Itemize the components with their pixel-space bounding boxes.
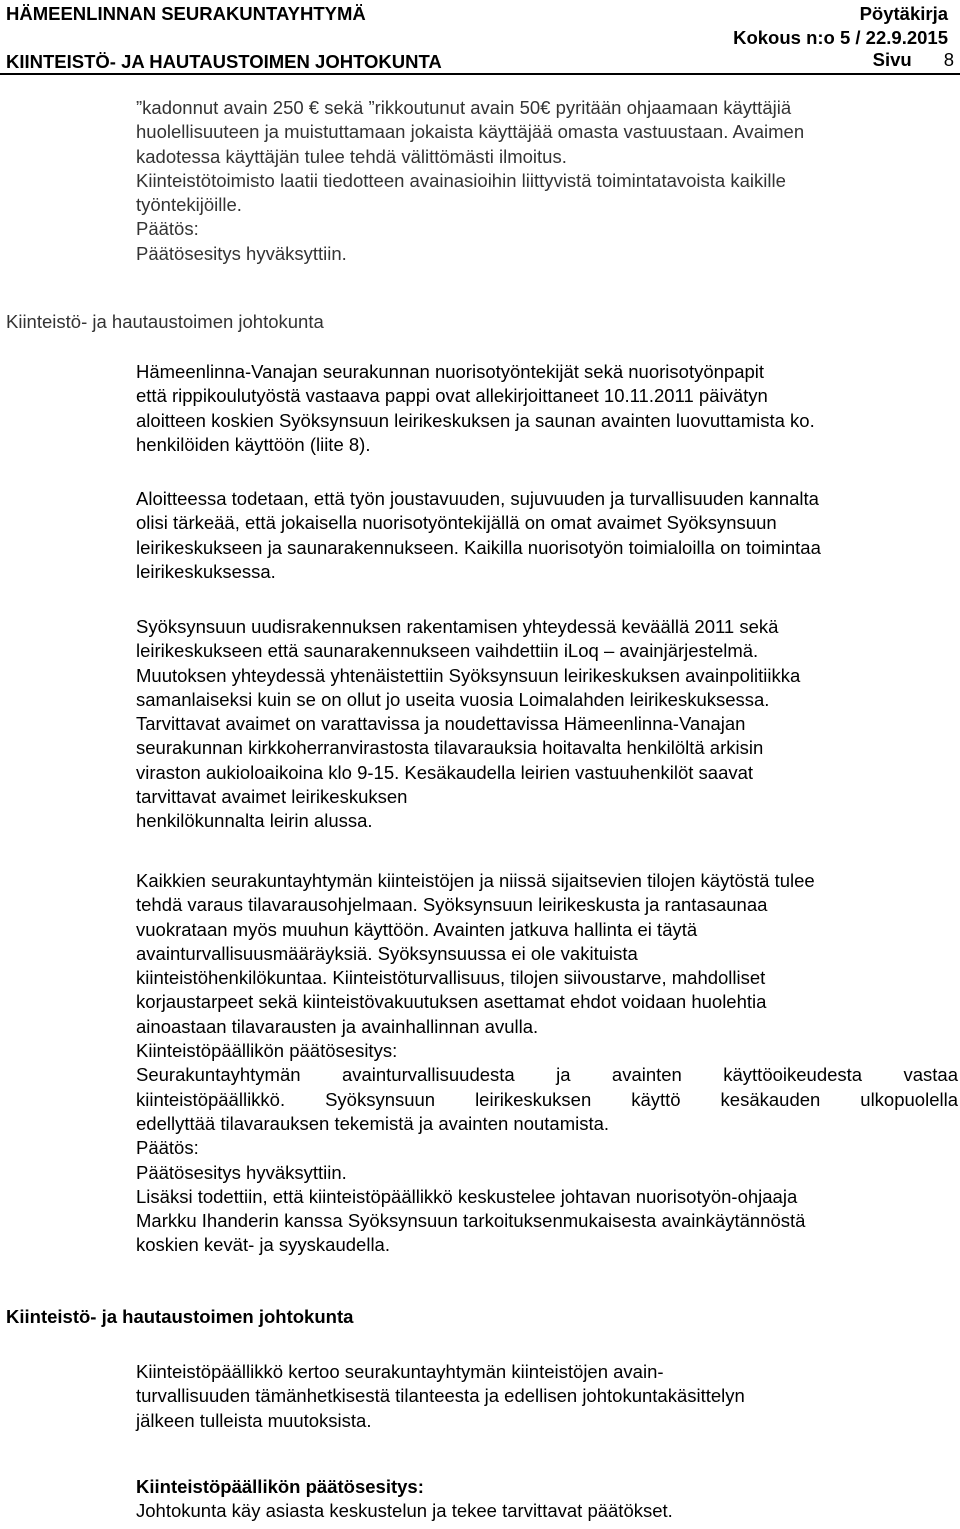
board-name: KIINTEISTÖ- JA HAUTAUSTOIMEN JOHTOKUNTA (6, 51, 442, 72)
proposal-block (136, 1475, 958, 1524)
text-line: samanlaiseksi kuin se on ollut jo useita vuosia Loimalahden leirikeskuksessa. (136, 688, 770, 710)
page-number: 8 (943, 49, 954, 70)
text-line: Kaikkien seurakuntayhtymän kiinteistöjen ja niissä sijaitsevien tilojen käytöstä tulee (136, 870, 815, 891)
text-line: koskien kevät- ja syyskaudella. (136, 1234, 390, 1256)
text-line: että rippikoulutyöstä vastaava pappi ovat allekirjoittaneet 10.11.2011 päivätyn (136, 385, 768, 407)
organization-name: HÄMEENLINNAN SEURAKUNTAYHTYMÄ (6, 3, 366, 24)
text-line: leirikeskukseen että saunarakennukseen vaihdettiin iLoq – avainjärjestelmä. (136, 640, 759, 662)
section-heading: Kiinteistö- ja hautaustoimen johtokunta (6, 1306, 354, 1327)
document-header (6, 2, 954, 74)
text-line: henkilöiden käyttöön (liite 8). (136, 433, 371, 455)
text-line: kiinteistöhenkilökuntaa. Kiinteistöturvallisuus, tilojen siivoustarve, mahdolliset (136, 967, 766, 989)
text-line: leirikeskukseen ja saunarakennukseen. Kaikilla nuorisotyön toimialoilla on toimintaa (136, 536, 821, 558)
text-line: kiinteistöpäällikkö. Syöksynsuun leirikeskuksen käyttö kesäkauden ulkopuolella (136, 1088, 958, 1110)
text-line: seurakunnan kirkkoherranvirastosta tilavarauksia hoitavalta henkilöltä arkisin (136, 737, 764, 759)
text-line: olisi tärkeää, että jokaisella nuorisotyöntekijällä on omat avaimet Syöksynsuun (136, 512, 777, 534)
text-line: Seurakuntayhtymän avainturvallisuudesta ja avainten käyttöoikeudesta vastaa (136, 1064, 958, 1086)
text-line: Muutoksen yhteydessä yhtenäistettiin Syöksynsuun leirikeskuksen avainpolitiikka (136, 664, 801, 686)
text-line: Aloitteessa todetaan, että työn joustavuuden, sujuvuuden ja turvallisuuden kannalta (136, 488, 819, 509)
section-heading: Kiinteistö- ja hautaustoimen johtokunta (6, 311, 324, 332)
text-line: leirikeskuksessa. (136, 560, 276, 582)
text-line: huolellisuuteen ja muistuttamaan jokaista käyttäjää omasta vastuustaan. Avaimen (136, 121, 805, 143)
text-line: Hämeenlinna-Vanajan seurakunnan nuorisotyöntekijät sekä nuorisotyönpapit (136, 361, 765, 382)
paragraph-initiative (136, 360, 958, 457)
paragraph-current-status (136, 1360, 958, 1433)
text-line: Tarvittavat avaimet on varattavissa ja noudettavissa Hämeenlinna-Vanajan (136, 713, 746, 735)
text-line: tarvittavat avaimet leirikeskuksen (136, 786, 408, 808)
text-line: työntekijöille. (136, 194, 242, 216)
text-line: viraston aukioloaikoina klo 9-15. Kesäkaudella leirien vastuuhenkilöt saavat (136, 761, 754, 783)
paragraph-key-system (136, 615, 958, 834)
text-line: aloitteen koskien Syöksynsuun leirikeskuksen ja saunan avainten luovuttamista ko. (136, 409, 815, 431)
paragraph-reservations (136, 869, 958, 1258)
text-line: korjaustarpeet sekä kiinteistövakuutuksen asettamat ehdot voidaan huolehtia (136, 991, 767, 1013)
text-line: turvallisuuden tämänhetkisestä tilanteesta ja edellisen johtokuntakäsittelyn (136, 1385, 745, 1407)
text-line: ainoastaan tilavarausten ja avainhallinnan avulla. (136, 1015, 539, 1037)
decision-text: Päätösesitys hyväksyttiin. (136, 242, 347, 264)
proposal-label: Kiinteistöpäällikön päätösesitys: (136, 1476, 424, 1497)
text-line: ”kadonnut avain 250 € sekä ”rikkoutunut avain 50€ pyritään ohjaamaan käyttäjiä (136, 97, 792, 118)
text-line: Markku Ihanderin kanssa Syöksynsuun tarkoituksenmukaisesta avainkäytännöstä (136, 1210, 806, 1232)
decision-text: Päätösesitys hyväksyttiin. (136, 1161, 347, 1183)
text-line: Kiinteistötoimisto laatii tiedotteen avainasioihin liittyvistä toimintatavoista kaikille (136, 169, 786, 191)
decision-label: Päätös: (136, 1137, 199, 1159)
text-line: Lisäksi todettiin, että kiinteistöpäällikkö keskustelee johtavan nuorisotyön-ohjaaja (136, 1185, 798, 1207)
page-label: Sivu (872, 49, 912, 70)
decision-label: Päätös: (136, 218, 199, 240)
proposal-text: Johtokunta käy asiasta keskustelun ja tekee tarvittavat päätökset. (136, 1500, 673, 1522)
text-line: edellyttää tilavarauksen tekemistä ja avainten noutamista. (136, 1112, 610, 1134)
document-type: Pöytäkirja (859, 3, 948, 24)
paragraph-rationale (136, 487, 958, 584)
header-divider (0, 73, 960, 75)
text-line: tehdä varaus tilavarausohjelmaan. Syöksynsuun leirikeskusta ja rantasaunaa (136, 894, 768, 916)
text-line: kadotessa käyttäjän tulee tehdä välittömästi ilmoitus. (136, 145, 567, 167)
text-line: Syöksynsuun uudisrakennuksen rakentamisen yhteydessä keväällä 2011 sekä (136, 616, 779, 637)
text-line: avainturvallisuusmääräyksiä. Syöksynsuussa ei ole vakituista (136, 942, 638, 964)
page-indicator (873, 48, 954, 72)
text-line: Kiinteistöpäällikkö kertoo seurakuntayhtymän kiinteistöjen avain- (136, 1361, 664, 1382)
text-line: jälkeen tulleista muutoksista. (136, 1409, 372, 1431)
continuation-block (136, 96, 958, 266)
meeting-info: Kokous n:o 5 / 22.9.2015 (733, 27, 948, 48)
proposal-label: Kiinteistöpäällikön päätösesitys: (136, 1040, 398, 1062)
text-line: henkilökunnalta leirin alussa. (136, 810, 373, 832)
text-line: vuokrataan myös muuhun käyttöön. Avainten jatkuva hallinta ei täytä (136, 918, 698, 940)
